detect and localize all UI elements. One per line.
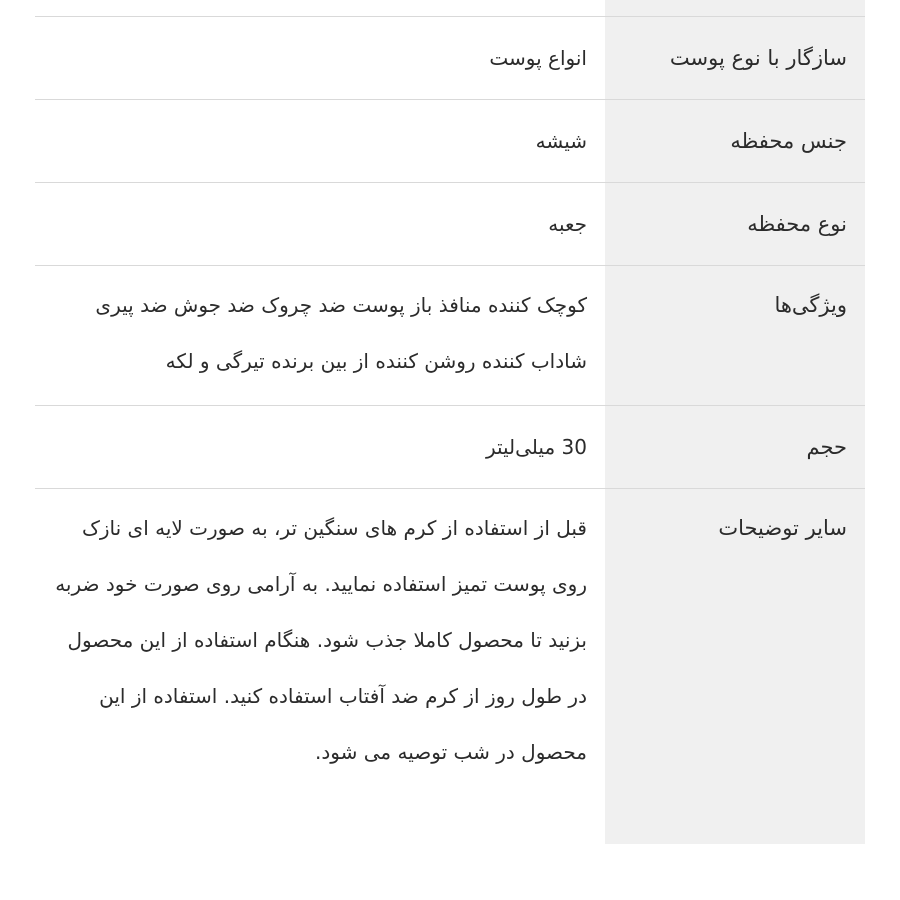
table-row	[35, 0, 865, 17]
spec-label: ویژگی‌ها	[605, 266, 865, 405]
spec-value: 30 میلی‌لیتر	[485, 435, 587, 459]
spec-label-cell	[605, 0, 865, 16]
spec-label: سازگار با نوع پوست	[605, 17, 865, 99]
spec-value-cell	[35, 0, 605, 16]
spec-row-volume	[35, 406, 865, 489]
product-specs-table	[35, 0, 865, 844]
spec-row-container-type	[35, 183, 865, 266]
spec-label: حجم	[605, 406, 865, 488]
spec-value: کوچک کننده منافذ باز پوست ضد چروک ضد جوش ضد پیری شاداب کننده روشن کننده از بین برنده تیرگی و لکه	[95, 293, 587, 373]
spec-label: نوع محفظه	[605, 183, 865, 265]
spec-value: قبل از استفاده از کرم های سنگین تر، به صورت لایه ای نازک روی پوست تمیز استفاده نمایید. به آرامی روی صورت خود ضربه بزنید تا محصول کاملا جذب شود. هنگام استفاده از این محصول در طول روز از کرم ضد آفتاب استفاده کنید. استفاده از این محصول در شب توصیه می شود.	[55, 516, 587, 764]
spec-value: شیشه	[535, 129, 587, 153]
spec-label: جنس محفظه	[605, 100, 865, 182]
spec-value: جعبه	[548, 212, 587, 236]
spec-row-features	[35, 266, 865, 406]
spec-row-skin-type	[35, 17, 865, 100]
spec-value: انواع پوست	[489, 46, 587, 70]
spec-row-other-notes	[35, 489, 865, 844]
spec-label: سایر توضیحات	[605, 489, 865, 844]
spec-row-container-material	[35, 100, 865, 183]
